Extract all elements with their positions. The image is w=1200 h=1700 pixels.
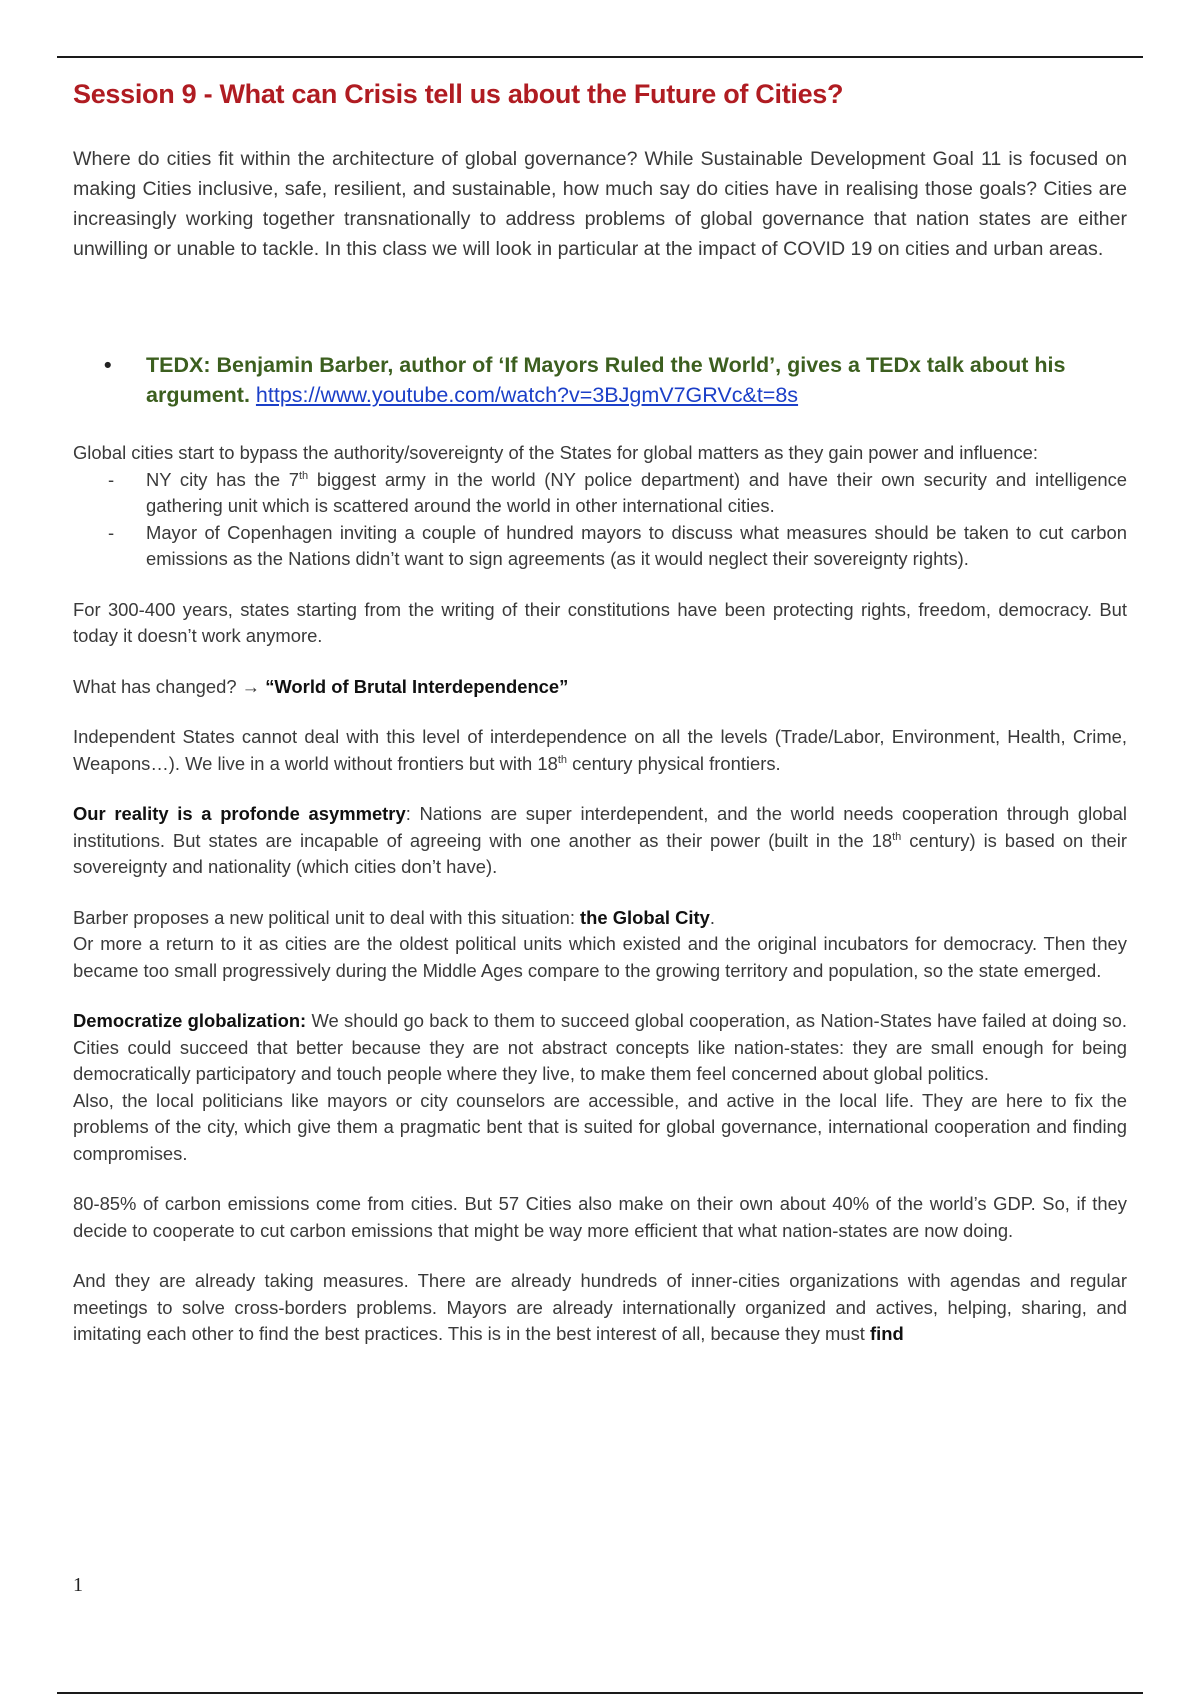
bullet-icon: • (104, 353, 112, 377)
youtube-link[interactable]: https://www.youtube.com/watch?v=3BJgmV7GRVc&t=8s (255, 383, 799, 407)
dash-icon: - (108, 521, 115, 543)
page-number: 1 (73, 1574, 83, 1596)
reality-paragraph: Our reality is a profonde asymmetry: Nations are super interdependent, and the world needs cooperation through global institutions. But states are incapable of agreeing with one another as their power (built in the 18th century) is based on their sovereignty and nationality (which cities don’t have). (73, 803, 1127, 877)
independent-states-paragraph: Independent States cannot deal with this level of interdependence on all the levels (Trade/Labor, Environment, Health, Crime, Weapons…). We live in a world without frontiers but with 18th century physical frontiers. (73, 726, 1127, 774)
also-paragraph: Also, the local politicians like mayors or city counselors are accessible, and active in the local life. They are here to fix the problems of the city, which give them a pragmatic bent that is suited for global governance, international cooperation and finding compromises. (73, 1089, 1127, 1164)
bottom-rule (57, 1692, 1143, 1694)
tedx-text: TEDX: Benjamin Barber, author of ‘If Mayors Ruled the World’, gives a TEDx talk about his argument. (146, 353, 1066, 407)
measures-paragraph: And they are already taking measures. There are already hundreds of inner-cities organizations with agendas and regular meetings to solve cross-borders problems. Mayors are already internationally organized and actives, helping, sharing, and imitating each other to find the best practices. This is in the best interest of all, because they must find (73, 1270, 1127, 1344)
document-page (73, 74, 1127, 1348)
global-cities-paragraph: Global cities start to bypass the authority/sovereignty of the States for global matters as they gain power and influence: (73, 442, 1039, 463)
examples-list (73, 467, 1127, 573)
list-item: - NY city has the 7th biggest army in the world (NY police department) and have their own security and intelligence gathering unit which is scattered around the world in other international cities. (108, 468, 1128, 516)
states-paragraph: For 300-400 years, states starting from the writing of their constitutions have been protecting rights, freedom, democracy. But today it doesn’t work anymore. (73, 598, 1127, 646)
tedx-bullet (73, 350, 1127, 410)
session-title: Session 9 - What can Crisis tell us about the Future of Cities? (73, 79, 844, 109)
top-rule (57, 56, 1143, 58)
what-changed-line: What has changed? → “World of Brutal Interdependence” (73, 675, 569, 697)
carbon-paragraph: 80-85% of carbon emissions come from cities. But 57 Cities also make on their own about 40% of the world’s GDP. So, if they decide to cooperate to cut carbon emissions that might be way more efficient that what nation-states are now doing. (73, 1193, 1127, 1241)
return-paragraph: Or more a return to it as cities are the oldest political units which existed and the original incubators for democracy. Then they became too small progressively during the Middle Ages compare to the growing territory and population, so the state emerged. (73, 933, 1127, 981)
list-item: - Mayor of Copenhagen inviting a couple of hundred mayors to discuss what measures should be taken to cut carbon emissions as the Nations didn’t want to sign agreements (as it would neglect their sovereignty rights). (108, 521, 1127, 569)
barber-paragraph: Barber proposes a new political unit to deal with this situation: the Global City. (73, 906, 715, 928)
democratize-paragraph: Democratize globalization: We should go back to them to succeed global cooperation, as Nation-States have failed at doing so. Cities could succeed that better because they are not abstract concepts like nation-states: they are small enough for being democratically participatory and touch people where they live, to make them feel concerned about global politics. (73, 1010, 1128, 1084)
dash-icon: - (108, 468, 115, 490)
intro-paragraph: Where do cities fit within the architecture of global governance? While Sustainable Development Goal 11 is focused on making Cities inclusive, safe, resilient, and sustainable, how much say do cities have in realising those goals? Cities are increasingly working together transnationally to address problems of global governance that nation states are either unwilling or unable to tackle. In this class we will look in particular at the impact of COVID 19 on cities and urban areas. (73, 148, 1127, 260)
